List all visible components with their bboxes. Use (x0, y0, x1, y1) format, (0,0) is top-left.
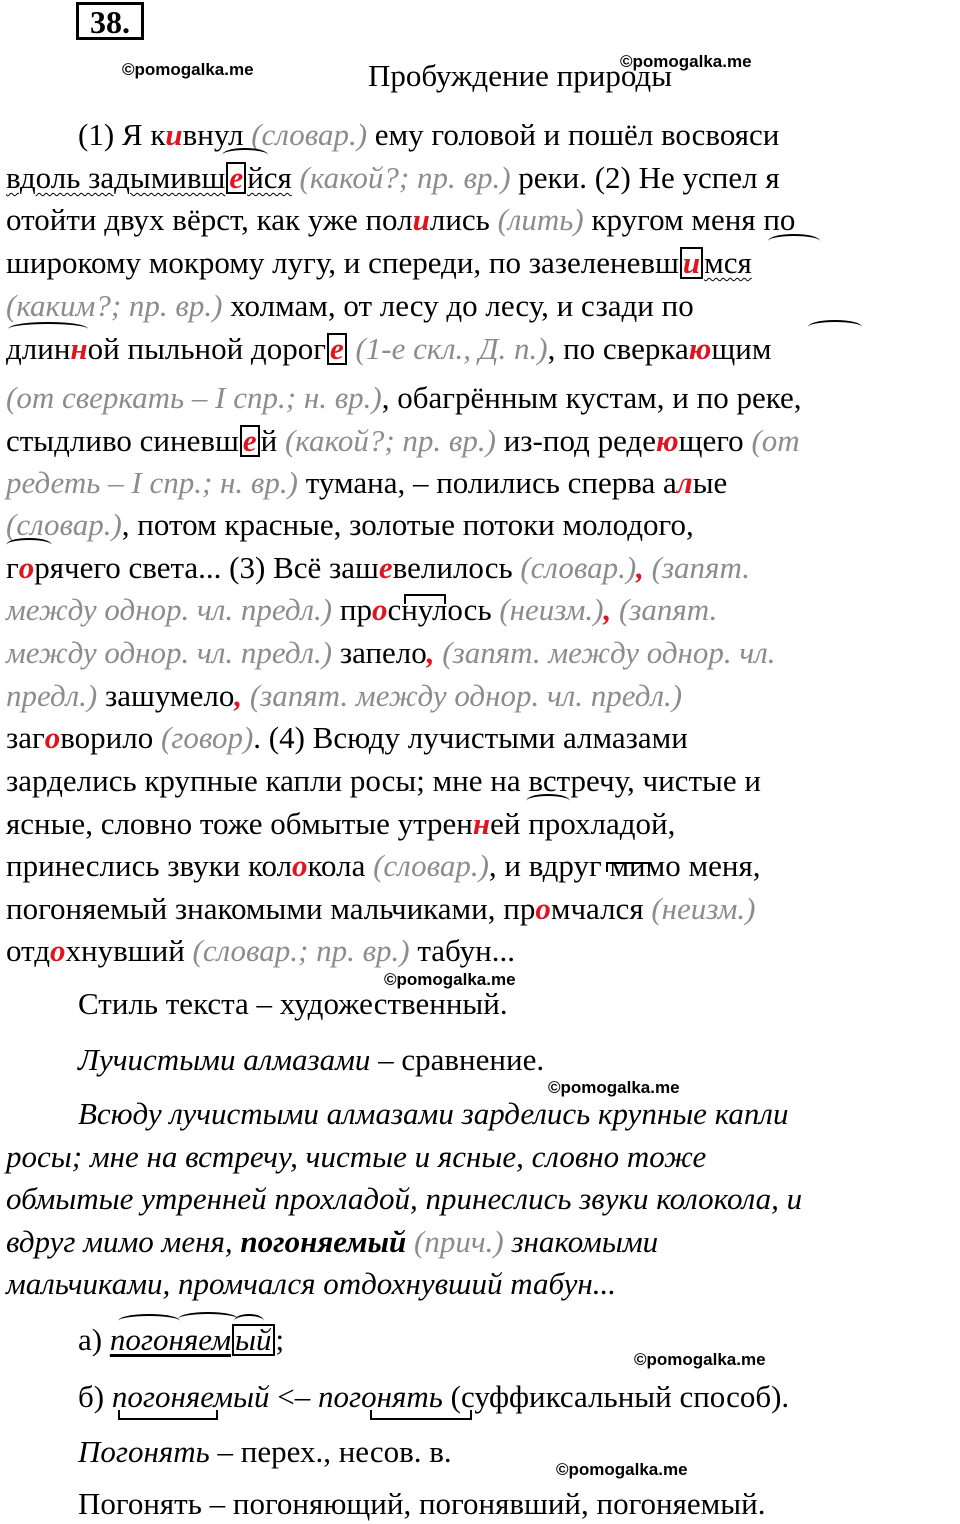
suffix-arc-mark (526, 794, 570, 808)
word-formation: б) погоняемый <– погонять (суффиксальный способ). (78, 1379, 790, 1414)
suffix-arc-mark (234, 1314, 264, 1328)
text-line: редеть – I спр.; н. вр.) тумана, – полились сперва алые (6, 465, 728, 500)
participle-forms: Погонять – погоняющий, погонявший, погоняемый. (78, 1486, 766, 1521)
style-statement: Стиль текста – художественный. (78, 986, 508, 1021)
sentence-line: вдруг мимо меня, погоняемый (прич.) знакомыми (6, 1224, 659, 1259)
text-line: погоняемый знакомыми мальчиками, промчался (неизм.) (6, 891, 756, 926)
text-line: зарделись крупные капли росы; мне на встречу, чистые и (6, 763, 761, 798)
text-line: отойти двух вёрст, как уже полились (лить) кругом меня по (6, 202, 796, 237)
text-line: между однор. чл. предл.) запело, (запят. между однор. чл. (6, 635, 776, 670)
watermark: ©pomogalka.me (122, 60, 254, 79)
text-line: (1) Я кивнул (словар.) ему головой и пошёл восвояси (78, 117, 780, 152)
text-line: стыдливо синевш е й (какой?; пр. вр.) из-под редеющего (от (6, 423, 800, 458)
suffix-arc-mark (808, 320, 862, 334)
exercise-number: 38. (76, 2, 144, 40)
comparison-statement: Лучистыми алмазами – сравнение. (78, 1042, 545, 1077)
sentence-line: Всюду лучистыми алмазами зарделись крупные капли (78, 1096, 789, 1131)
watermark: ©pomogalka.me (548, 1078, 680, 1097)
text-line: горячего света... (3) Всё зашевелилось (словар.), (запят. (6, 550, 750, 585)
text-line: (каким?; пр. вр.) холмам, от лесу до лесу, и сзади по (6, 288, 694, 323)
watermark: ©pomogalka.me (384, 970, 516, 989)
text-line: (словар.), потом красные, золотые потоки молодого, (6, 507, 694, 542)
text-line: предл.) зашумело, (запят. между однор. чл. предл.) (6, 678, 683, 713)
text-line: между однор. чл. предл.) проснулось (неизм.), (запят. (6, 592, 718, 627)
text-line: вдоль задымивш е йся (какой?; пр. вр.) реки. (2) Не успел я (6, 160, 780, 195)
text-line: принеслись звуки колокола (словар.), и вдруг мимо меня, (6, 848, 761, 883)
text-line: широкому мокрому лугу, и спереди, по зазеленевш и мся (6, 245, 752, 280)
sentence-line: росы; мне на встречу, чистые и ясные, словно тоже (6, 1139, 707, 1174)
root-arc-mark (178, 1312, 238, 1326)
watermark: ©pomogalka.me (556, 1460, 688, 1479)
text-line: ясные, словно тоже обмытые утренней прохладой, (6, 806, 676, 841)
root-arc-mark (6, 538, 52, 552)
text-line: заговорило (говор). (4) Всюду лучистыми алмазами (6, 720, 688, 755)
verb-features: Погонять – перех., несов. в. (78, 1434, 452, 1469)
prefix-arc-mark (118, 1314, 180, 1328)
prefix-mark (404, 594, 446, 604)
root-arc-mark (222, 148, 268, 162)
watermark: ©pomogalka.me (634, 1350, 766, 1369)
text-line: (от сверкать – I спр.; н. вр.), обагрённым кустам, и по реке, (6, 380, 802, 415)
root-arc-mark (768, 234, 820, 248)
watermark: ©pomogalka.me (620, 52, 752, 71)
base-mark (118, 1410, 218, 1420)
text-line: отдохнувший (словар.; пр. вр.) табун... (6, 933, 515, 968)
root-arc-mark (8, 322, 88, 336)
prefix-mark (606, 862, 650, 872)
morpheme-analysis: а) погоняем ый ; (78, 1322, 285, 1357)
sentence-line: обмытые утренней прохладой, принеслись звуки колокола, и (6, 1181, 803, 1216)
text-line: длинной пыльной дорог е (1-е скл., Д. п.), по сверкающим (6, 331, 772, 366)
text-title: Пробуждение природы (367, 58, 673, 93)
sentence-line: мальчиками, промчался отдохнувший табун... (6, 1266, 617, 1301)
base-mark (370, 1410, 472, 1420)
